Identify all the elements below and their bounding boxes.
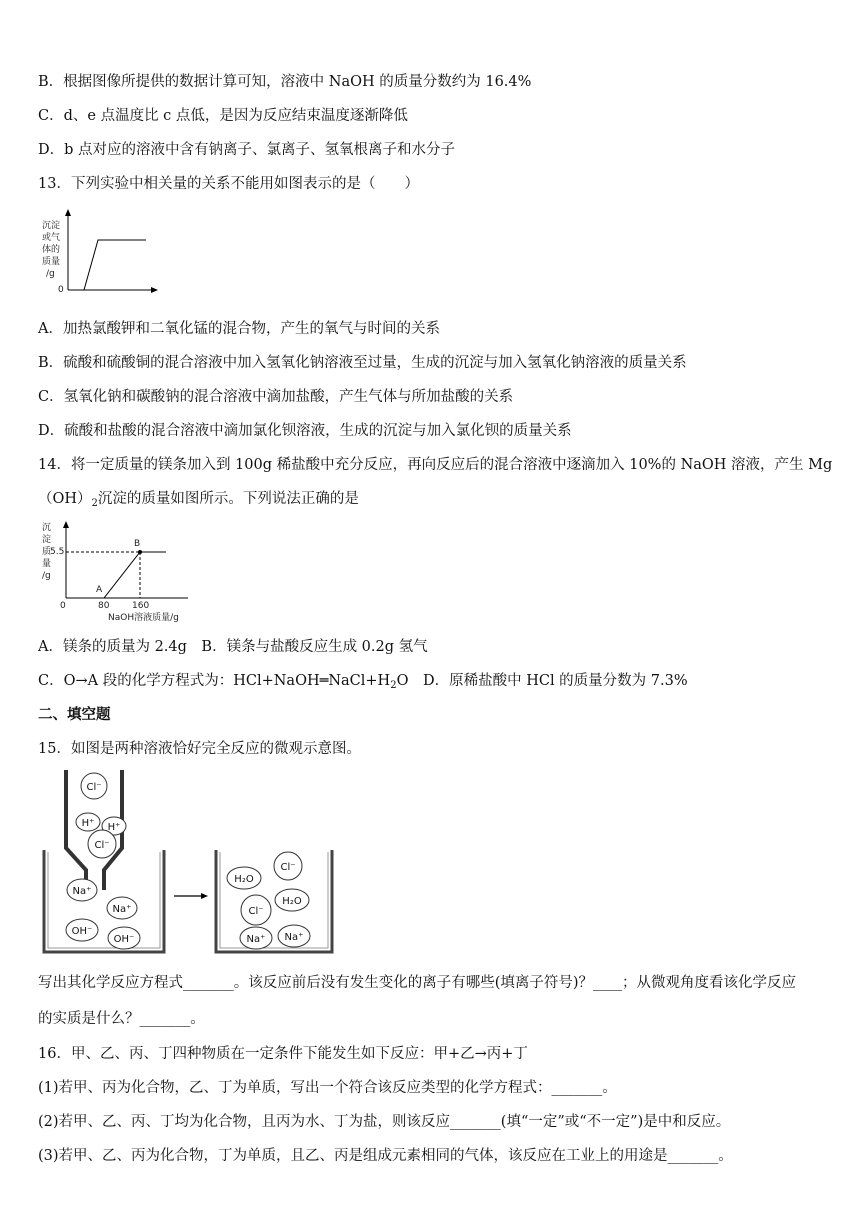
q16-stem: 16．甲、乙、丙、丁四种物质在一定条件下能发生如下反应：甲+乙→丙+丁 bbox=[38, 1046, 528, 1062]
ion-label: Na⁺ bbox=[112, 904, 132, 915]
ion-label: H⁺ bbox=[81, 818, 95, 829]
q14-stem-1: 14．将一定质量的镁条加入到 100g 稀盐酸中充分反应，再向反应后的混合溶液中逐滴加入 10%的 NaOH 溶液，产生 Mg bbox=[38, 457, 833, 473]
ion-label: Na⁺ bbox=[72, 886, 92, 897]
q14-origin: 0 bbox=[60, 601, 66, 611]
ion-label: OH⁻ bbox=[71, 926, 93, 937]
q14-x-tick-160: 160 bbox=[132, 601, 150, 611]
q12-option-c: C．d、e 点温度比 c 点低，是因为反应结束温度逐渐降低 bbox=[38, 108, 408, 124]
ion-label: Cl⁻ bbox=[86, 782, 102, 793]
q15-stem: 15．如图是两种溶液恰好完全反应的微观示意图。 bbox=[38, 741, 361, 757]
ion-label: H⁺ bbox=[107, 822, 121, 833]
ion-label: Cl⁻ bbox=[280, 862, 296, 873]
q16-part-3: (3)若甲、乙、丙为化合物，丁为单质，且乙、丙是组成元素相同的气体，该反应在工业上的用途是_______。 bbox=[38, 1148, 733, 1164]
q14-y-tick: 5.5 bbox=[50, 547, 65, 557]
q14-point-b: B bbox=[134, 539, 141, 549]
q14-options-ab: A．镁条的质量为 2.4g B．镁条与盐酸反应生成 0.2g 氢气 bbox=[38, 639, 428, 655]
q14-x-tick-80: 80 bbox=[98, 601, 110, 611]
q15-diagram bbox=[38, 766, 338, 958]
q13-curve bbox=[84, 240, 146, 290]
q13-option-a: A．加热氯酸钾和二氧化锰的混合物，产生的氧气与时间的关系 bbox=[38, 321, 440, 337]
left-beaker bbox=[44, 850, 164, 952]
q14-formula-sub: 2 bbox=[91, 498, 98, 509]
ion-label: H₂O bbox=[234, 874, 254, 885]
q14-ylabel-4: 量 bbox=[42, 559, 52, 569]
q14-ylabel-5: /g bbox=[42, 571, 51, 581]
q13-ylabel-5: /g bbox=[46, 269, 55, 279]
q13-ylabel-2: 或气 bbox=[42, 233, 61, 243]
q14-formula: （OH） bbox=[38, 491, 92, 507]
q16-part-1: (1)若甲、丙为化合物，乙、丁为单质，写出一个符合该反应类型的化学方程式：_______。 bbox=[38, 1080, 617, 1096]
ion-label: Na⁺ bbox=[246, 934, 266, 945]
q13-x-arrow bbox=[151, 287, 158, 293]
ion-label: Cl⁻ bbox=[248, 906, 264, 917]
q15-blank-1: 写出其化学反应方程式_______。该反应前后没有发生变化的离子有哪些(填离子符号)？____；从微观角度看该化学反应 bbox=[38, 975, 797, 991]
q13-stem: 13．下列实验中相关量的关系不能用如图表示的是（ ） bbox=[38, 176, 419, 192]
q14-graph bbox=[38, 518, 198, 628]
ion-label: H₂O bbox=[282, 896, 302, 907]
ion-label: OH⁻ bbox=[113, 934, 135, 945]
q12-option-d: D．b 点对应的溶液中含有钠离子、氯离子、氢氧根离子和水分子 bbox=[38, 142, 456, 158]
q14-stem-2-text: 沉淀的质量如图所示。下列说法正确的是 bbox=[97, 491, 359, 507]
section-title: 二、填空题 bbox=[38, 706, 111, 723]
q14-curve bbox=[66, 552, 166, 598]
q12-option-b: B．根据图像所提供的数据计算可知，溶液中 NaOH 的质量分数约为 16.4% bbox=[38, 74, 532, 90]
q13-origin: 0 bbox=[58, 285, 64, 295]
ion-label: Na⁺ bbox=[284, 932, 304, 943]
q13-option-d: D．硫酸和盐酸的混合溶液中滴加氯化钡溶液，生成的沉淀与加入氯化钡的质量关系 bbox=[38, 423, 572, 439]
q14-ylabel-1: 沉 bbox=[42, 523, 52, 533]
q14-ylabel-2: 淀 bbox=[42, 535, 52, 545]
q14-option-c-sub: 2 bbox=[390, 680, 397, 691]
q13-graph bbox=[38, 206, 168, 298]
q15-blank-2: 的实质是什么？_______。 bbox=[38, 1011, 205, 1027]
q13-y-arrow bbox=[65, 209, 71, 216]
q14-point-b-dot bbox=[138, 550, 142, 554]
ion-label: Cl⁻ bbox=[94, 840, 110, 851]
q13-option-b: B．硫酸和硫酸铜的混合溶液中加入氢氧化钠溶液至过量，生成的沉淀与加入氢氧化钠溶液的质量关系 bbox=[38, 355, 687, 371]
q13-option-c: C．氢氧化钠和碳酸钠的混合溶液中滴加盐酸，产生气体与所加盐酸的关系 bbox=[38, 389, 514, 405]
q14-option-c: C．O→A 段的化学方程式为：HCl+NaOH═NaCl+H bbox=[38, 673, 391, 689]
q14-ylabel-3: 质 bbox=[42, 547, 52, 557]
q14-xlabel: NaOH溶液质量/g bbox=[108, 613, 179, 623]
q14-point-a: A bbox=[96, 585, 103, 595]
q13-ylabel-3: 体的 bbox=[42, 245, 61, 255]
q14-stem-2 bbox=[38, 489, 359, 514]
q16-part-2: (2)若甲、乙、丙、丁均为化合物，且丙为水、丁为盐，则该反应_______(填“一定”或“不一定”)是中和反应。 bbox=[38, 1114, 731, 1130]
q14-options-cd bbox=[38, 671, 688, 696]
q14-option-cd-rest: O D．原稀盐酸中 HCl 的质量分数为 7.3% bbox=[396, 673, 688, 689]
q13-ylabel-4: 质量 bbox=[42, 257, 61, 267]
q14-y-arrow bbox=[63, 521, 69, 528]
q13-ylabel-1: 沉淀 bbox=[42, 221, 61, 231]
